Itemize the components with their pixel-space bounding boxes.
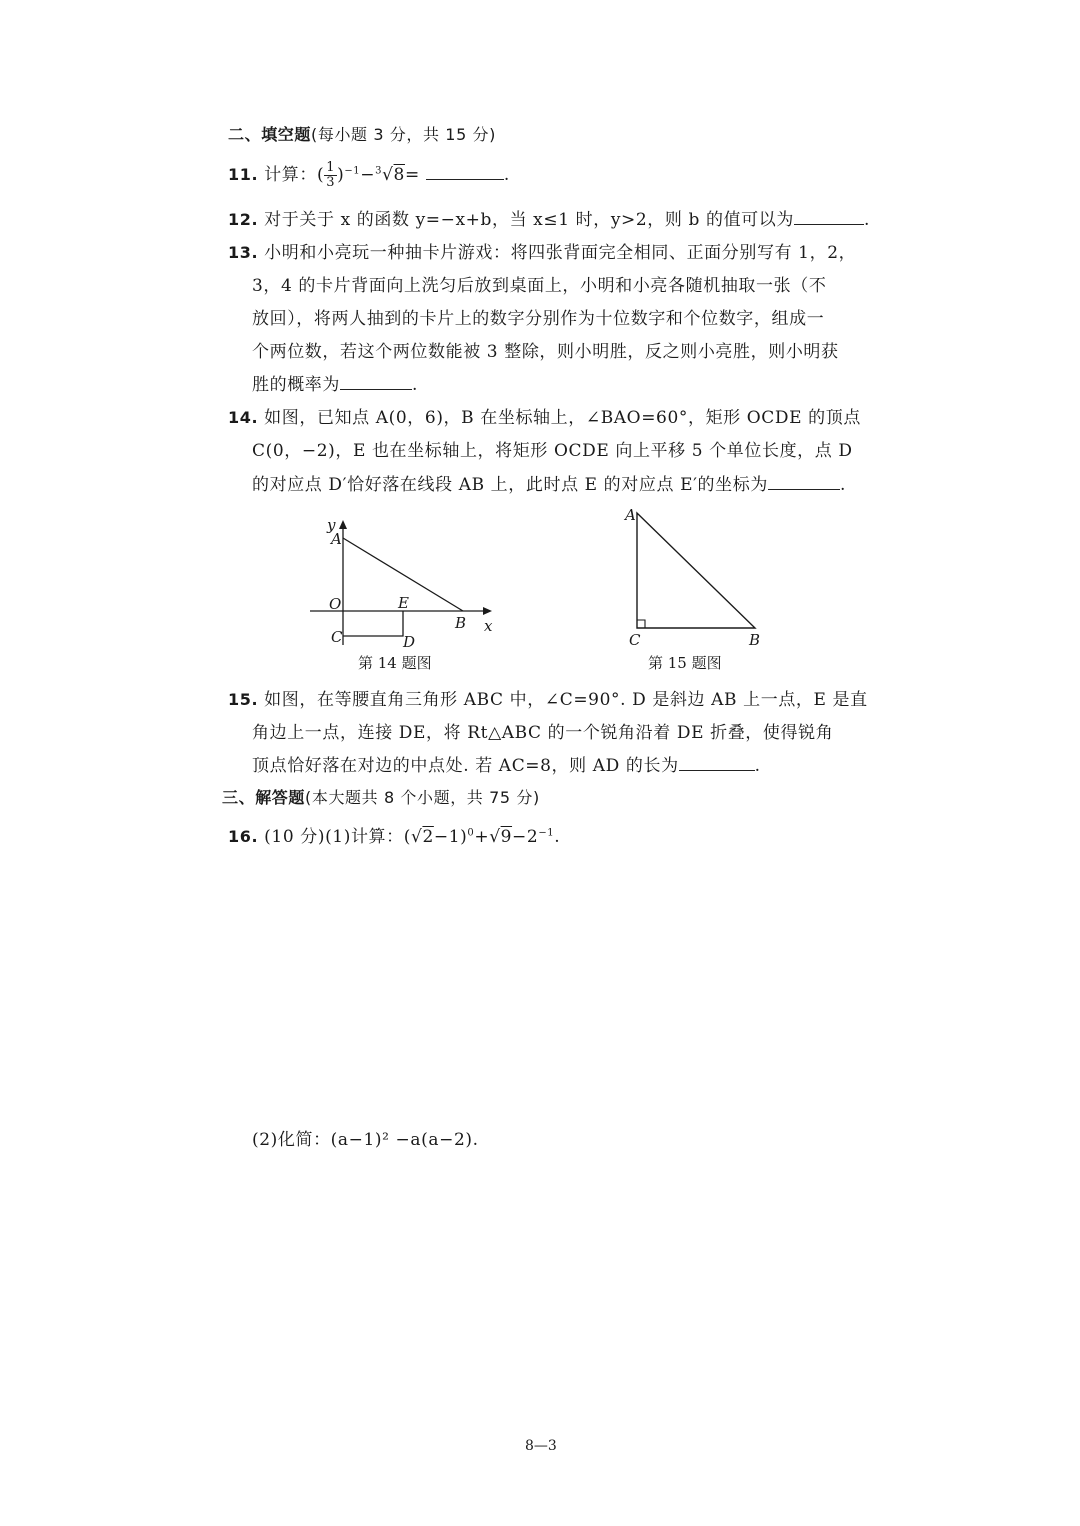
q13-last: 胜的概率为 <box>252 375 340 395</box>
right-angle-mark-icon <box>637 620 645 628</box>
question-number: 15. <box>228 690 259 709</box>
q15-end: . <box>754 756 761 776</box>
label-y: y <box>327 516 336 534</box>
question-13-line-1 <box>228 238 856 263</box>
triangle-abc <box>637 513 755 628</box>
q11-root-index: 3 <box>375 165 383 177</box>
q11-exponent: −1 <box>344 165 361 177</box>
figure-14-diagram <box>300 510 510 650</box>
question-11: 11. 计算：( $\frac{1}{3}$ )$^{-1}$−$^3$√8= . <box>228 160 510 190</box>
answer-blank <box>426 163 504 180</box>
y-axis-arrow-icon <box>339 520 347 529</box>
q11-fraction <box>324 161 337 190</box>
q15-last: 顶点恰好落在对边的中点处. 若 AC=8，则 AD 的长为 <box>252 756 679 776</box>
label-e: E <box>398 594 409 612</box>
q16-radicand-1: 2 <box>422 827 434 847</box>
q16-exponent-0: 0 <box>467 827 475 839</box>
question-15-last-line <box>252 751 761 776</box>
q15-line: 角边上一点，连接 DE，将 Rt△ABC 的一个锐角沿着 DE 折叠，使得锐角 <box>252 723 834 743</box>
figure-14-caption: 第 14 题图 <box>358 654 432 672</box>
q16-part1-b: + <box>474 827 490 847</box>
question-number: 12. <box>228 210 259 229</box>
q16-radicand-2: 9 <box>500 827 513 847</box>
section-2-heading <box>228 122 496 145</box>
question-14-line-1 <box>228 403 861 428</box>
figure-15-caption: 第 15 题图 <box>648 654 722 672</box>
q14-last: 的对应点 D′恰好落在线段 AB 上，此时点 E 的对应点 E′的坐标为 <box>252 475 768 495</box>
x-axis-arrow-icon <box>483 607 492 615</box>
section-3-title: 三、解答题 <box>222 788 306 807</box>
q13-line: 放回），将两人抽到的卡片上的数字分别作为十位数字和个位数字，组成一 <box>252 309 825 329</box>
label-o: O <box>329 595 342 613</box>
q12-text: 对于关于 x 的函数 y=−x+b，当 x≤1 时，y>2，则 b 的值可以为 <box>264 210 794 230</box>
section-3-heading <box>222 785 540 808</box>
q11-frac-numerator: 1 <box>326 160 336 175</box>
question-12 <box>228 205 870 230</box>
label-b: B <box>749 631 761 649</box>
q11-equals: = <box>404 165 420 185</box>
page-number: 8—3 <box>525 1438 557 1454</box>
question-number: 16. <box>228 827 259 846</box>
q11-frac-denominator: 3 <box>326 175 336 190</box>
question-14-last-line <box>252 470 846 495</box>
label-b: B <box>455 614 467 632</box>
answer-blank <box>679 754 755 771</box>
q16-part1-a: −1) <box>433 827 468 847</box>
q16-part1-c: −2 <box>512 827 539 847</box>
label-d: D <box>403 633 416 650</box>
radical-sign-icon: √ <box>382 165 394 185</box>
question-number: 11. <box>228 165 259 184</box>
answer-blank <box>768 473 840 490</box>
q16-exponent: −1 <box>538 827 555 839</box>
q15-line: 如图，在等腰直角三角形 ABC 中，∠C=90°. D 是斜边 AB 上一点，E 是直 <box>264 690 868 710</box>
q14-line: 如图，已知点 A(0，6)，B 在坐标轴上，∠BAO=60°，矩形 OCDE 的顶点 <box>264 408 861 428</box>
q11-prefix: 计算：( <box>264 165 325 185</box>
section-2-title: 二、填空题 <box>228 125 312 144</box>
section-3-note: (本大题共 8 个小题，共 75 分) <box>305 788 540 807</box>
answer-blank <box>340 373 412 390</box>
label-a: A <box>625 506 636 524</box>
question-number: 14. <box>228 408 259 427</box>
q13-end: . <box>412 375 419 395</box>
question-13-last-line <box>252 370 418 395</box>
answer-blank <box>794 208 864 225</box>
label-c: C <box>331 628 343 646</box>
q11-end: . <box>503 165 510 185</box>
question-15-line-1 <box>228 685 868 710</box>
section-2-note: (每小题 3 分，共 15 分) <box>311 125 496 144</box>
q14-line: C(0，−2)，E 也在坐标轴上，将矩形 OCDE 向上平移 5 个单位长度，点 D <box>252 441 853 461</box>
q16-part1-prefix: (10 分)(1)计算：( <box>264 827 411 847</box>
q13-line: 小明和小亮玩一种抽卡片游戏：将四张背面完全相同、正面分别写有 1，2， <box>264 243 857 263</box>
q13-line: 个两位数，若这个两位数能被 3 整除，则小明胜，反之则小亮胜，则小明获 <box>252 342 839 362</box>
figure-15-diagram <box>615 500 775 650</box>
q16-part-2: (2)化简：(a−1)² −a(a−2). <box>252 1130 479 1150</box>
question-number: 13. <box>228 243 259 262</box>
label-x: x <box>484 617 493 635</box>
rectangle-ocde <box>343 611 403 636</box>
q16-part1-end: . <box>554 827 561 847</box>
radical-sign-icon: √ <box>411 827 423 847</box>
radical-sign-icon: √ <box>489 827 501 847</box>
label-a: A <box>331 530 342 548</box>
q14-end: . <box>839 475 846 495</box>
q12-end: . <box>864 210 871 230</box>
label-c: C <box>629 631 641 649</box>
q11-minus: − <box>360 165 376 185</box>
q13-line: 3，4 的卡片背面向上洗匀后放到桌面上，小明和小亮各随机抽取一张（不 <box>252 276 827 296</box>
question-16 <box>228 822 560 847</box>
q11-radicand: 8 <box>393 165 405 185</box>
